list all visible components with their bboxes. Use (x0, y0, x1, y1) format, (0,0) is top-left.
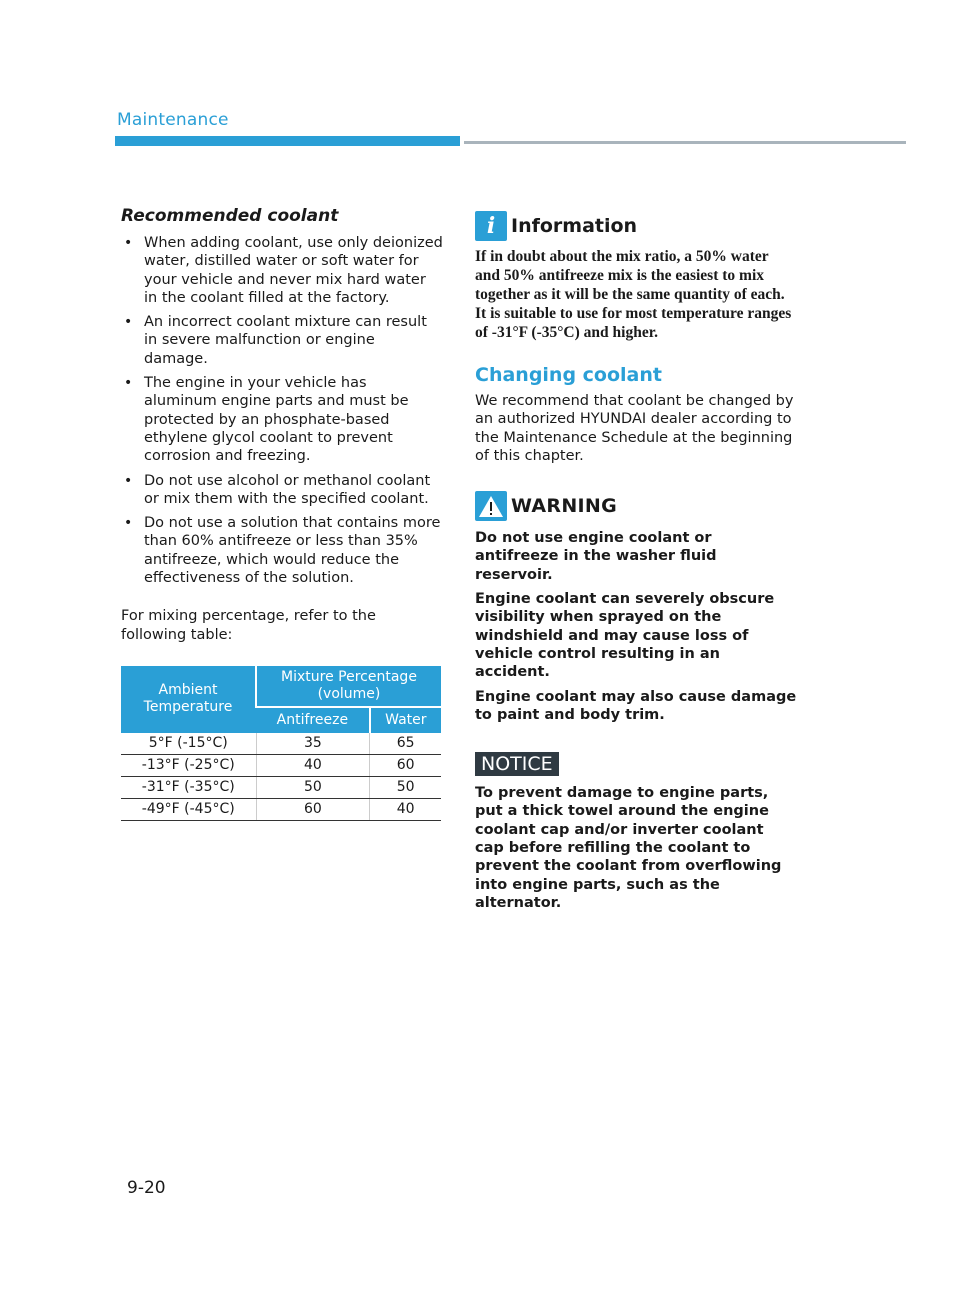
information-body: If in doubt about the mix ratio, a 50% water and 50% antifreeze mix is the easiest to mix together as it will be the same quantity of each. It is suitable to use for most temperature ranges of -31°F (-35°C) and higher. (475, 248, 792, 341)
temp-cell: -49°F (-45°C) (121, 798, 256, 820)
antifreeze-cell: 60 (256, 798, 370, 820)
temp-cell: -31°F (-35°C) (121, 776, 256, 798)
notice-label: NOTICE (475, 752, 559, 776)
water-cell: 40 (370, 798, 441, 820)
water-header: Water (370, 707, 441, 733)
list-item: • The engine in your vehicle has aluminum engine parts and must be protected by an phosphate-based ethylene glycol coolant to prevent corrosion and freezing. (121, 374, 443, 465)
left-column (121, 206, 443, 821)
antifreeze-cell: 35 (256, 733, 370, 755)
warning-title: WARNING (511, 495, 618, 518)
warning-paragraph: Do not use engine coolant or antifreeze in the washer fluid reservoir. (475, 530, 717, 583)
warning-paragraph: Engine coolant can severely obscure visibility when sprayed on the windshield and may cause loss of vehicle control resulting in an accident. (475, 591, 775, 681)
warning-triangle-icon (475, 491, 507, 521)
warning-heading (475, 491, 797, 521)
recommended-coolant-heading: Recommended coolant (121, 206, 339, 226)
temp-cell: -13°F (-25°C) (121, 754, 256, 776)
table-row (121, 776, 441, 798)
mixture-percentage-header: Mixture Percentage (volume) (256, 666, 441, 707)
table-row (121, 798, 441, 820)
notice-body: To prevent damage to engine parts, put a thick towel around the engine coolant cap and/or inverter coolant cap before refilling the coolant to prevent the coolant from overflowing into engine parts, such as the alternator. (475, 785, 782, 911)
antifreeze-cell: 50 (256, 776, 370, 798)
table-row (121, 733, 441, 755)
information-heading (475, 211, 797, 241)
ambient-temperature-header: Ambient Temperature (121, 666, 256, 733)
list-item: • When adding coolant, use only deionized water, distilled water or soft water for your vehicle and never mix hard water in the coolant filled at the factory. (121, 234, 443, 307)
list-item: • An incorrect coolant mixture can result in severe malfunction or engine damage. (121, 313, 443, 368)
changing-coolant-body: We recommend that coolant be changed by an authorized HYUNDAI dealer according to the Maintenance Schedule at the beginning of this chapter. (475, 393, 794, 464)
list-item: • Do not use a solution that contains more than 60% antifreeze or less than 35% antifreeze, which would reduce the effectiveness of the solution. (121, 514, 443, 587)
antifreeze-header: Antifreeze (256, 707, 370, 733)
changing-coolant-heading: Changing coolant (475, 364, 662, 386)
water-cell: 65 (370, 733, 441, 755)
header-rule (464, 141, 906, 144)
mix-intro-text: For mixing percentage, refer to the following table: (121, 608, 376, 643)
page-number: 9-20 (127, 1178, 166, 1198)
section-header-title: Maintenance (117, 110, 229, 130)
information-icon: i (475, 211, 507, 241)
right-column (475, 211, 797, 918)
table-row (121, 754, 441, 776)
warning-paragraph: Engine coolant may also cause damage to paint and body trim. (475, 688, 797, 723)
information-title: Information (511, 215, 638, 237)
antifreeze-cell: 40 (256, 754, 370, 776)
water-cell: 50 (370, 776, 441, 798)
temp-cell: 5°F (-15°C) (121, 733, 256, 755)
mixture-table (121, 666, 441, 821)
coolant-bullet-list (121, 234, 443, 587)
water-cell: 60 (370, 754, 441, 776)
list-item: • Do not use alcohol or methanol coolant or mix them with the specified coolant. (121, 472, 443, 509)
header-accent-bar (115, 136, 460, 146)
